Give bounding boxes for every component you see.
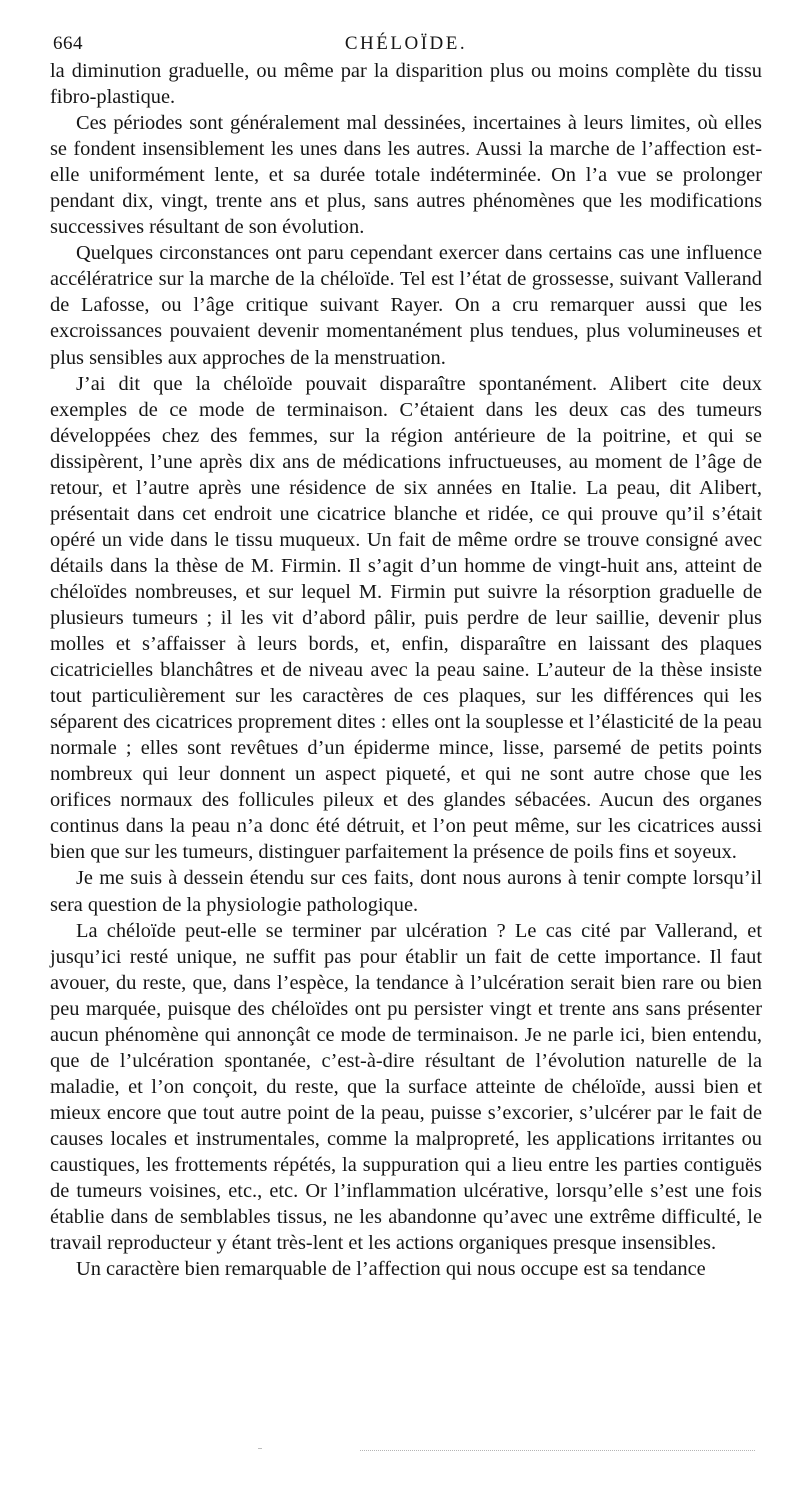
page-number: 664 (53, 33, 83, 54)
paragraph: La chéloïde peut-elle se terminer par ulcération ? Le cas cité par Vallerand, et jusqu’ici resté unique, ne suffit pas pour établir un fait de cette importance. Il faut avouer, du reste, que, dans l’espèce, la tendance à l’ulcération serait bien rare ou bien peu marquée, puisque des chéloïdes ont pu persister vingt et trente ans sans présenter aucun phénomène qui annonçât ce mode de terminaison. Je ne parle ici, bien entendu, que de l’ulcération spontanée, c’est-à-dire résultant de l’évolution naturelle de la maladie, et l’on conçoit, du reste, que la surface atteinte de chéloïde, aussi bien et mieux encore que tout autre point de la peau, puisse s’excorier, s’ulcérer par le fait de causes locales et instrumentales, comme la malpropreté, les applications irritantes ou caustiques, les frottements répétés, la suppuration qui a lieu entre les parties contiguës de tumeurs voisines, etc., etc. Or l’inflammation ulcérative, lorsqu’elle s’est une fois établie dans de semblables tissus, ne les abandonne qu’avec une extrême difficulté, le travail reproducteur y étant très-lent et les actions organiques presque insensibles. (50, 919, 762, 1255)
body-text (50, 58, 762, 1282)
paragraph-continuation: la diminution graduelle, ou même par la disparition plus ou moins complète du tissu fibro-plastique. (50, 60, 762, 109)
paragraph: Quelques circonstances ont paru cependant exercer dans certains cas une influence accélératrice sur la marche de la chéloïde. Tel est l’état de grossesse, suivant Vallerand de Lafosse, ou l’âge critique suivant Rayer. On a cru remarquer aussi que les excroissances pouvaient devenir momentanément plus tendues, plus volumineuses et plus sensibles aux approches de la menstruation. (50, 242, 762, 369)
paragraph-last: Un caractère bien remarquable de l’affection qui nous occupe est sa tendance (76, 1258, 706, 1281)
footer-rule (360, 1450, 755, 1451)
page-header (50, 0, 762, 58)
running-title: CHÉLOÏDE. (344, 33, 468, 54)
footer-mark (258, 1448, 262, 1449)
paragraph: Je me suis à dessein étendu sur ces faits, dont nous aurons à tenir compte lorsqu’il sera question de la physiologie pathologique. (50, 867, 762, 916)
paragraph: Ces périodes sont généralement mal dessinées, incertaines à leurs limites, où elles se fondent insensiblement les unes dans les autres. Aussi la marche de l’affection est-elle uniformément lente, et sa durée totale indéterminée. On l’a vue se prolonger pendant dix, vingt, trente ans et plus, sans autres phénomènes que les modifications successives résultant de son évolution. (50, 112, 762, 239)
paragraph: J’ai dit que la chéloïde pouvait disparaître spontanément. Alibert cite deux exemples de ce mode de terminaison. C’étaient dans les deux cas des tumeurs développées chez des femmes, sur la région antérieure de la poitrine, et qui se dissipèrent, l’une après dix ans de médications infructueuses, au moment de l’âge de retour, et l’autre après une résidence de six années en Italie. La peau, dit Alibert, présentait dans cet endroit une cicatrice blanche et ridée, ce qui prouve qu’il s’était opéré un vide dans le tissu muqueux. Un fait de même ordre se trouve consigné avec détails dans la thèse de M. Firmin. Il s’agit d’un homme de vingt-huit ans, atteint de chéloïdes nombreuses, et sur lequel M. Firmin put suivre la résorption graduelle de plusieurs tumeurs ; il les vit d’abord pâlir, puis perdre de leur saillie, devenir plus molles et s’affaisser à leurs bords, et, enfin, disparaître en laissant des plaques cicatricielles blanchâtres et de niveau avec la peau saine. L’auteur de la thèse insiste tout particulièrement sur les caractères de ces plaques, sur les différences qui les séparent des cicatrices proprement dites : elles ont la souplesse et l’élasticité de la peau normale ; elles sont revêtues d’un épiderme mince, lisse, parsemé de petits points nombreux qui leur donnent un aspect piqueté, et qui ne sont autre chose que les orifices normaux des follicules pileux et des glandes sébacées. Aucun des organes continus dans la peau n’a donc été détruit, et l’on peut même, sur les cicatrices aussi bien que sur les tumeurs, distinguer parfaitement la présence de poils fins et soyeux. (50, 372, 762, 864)
